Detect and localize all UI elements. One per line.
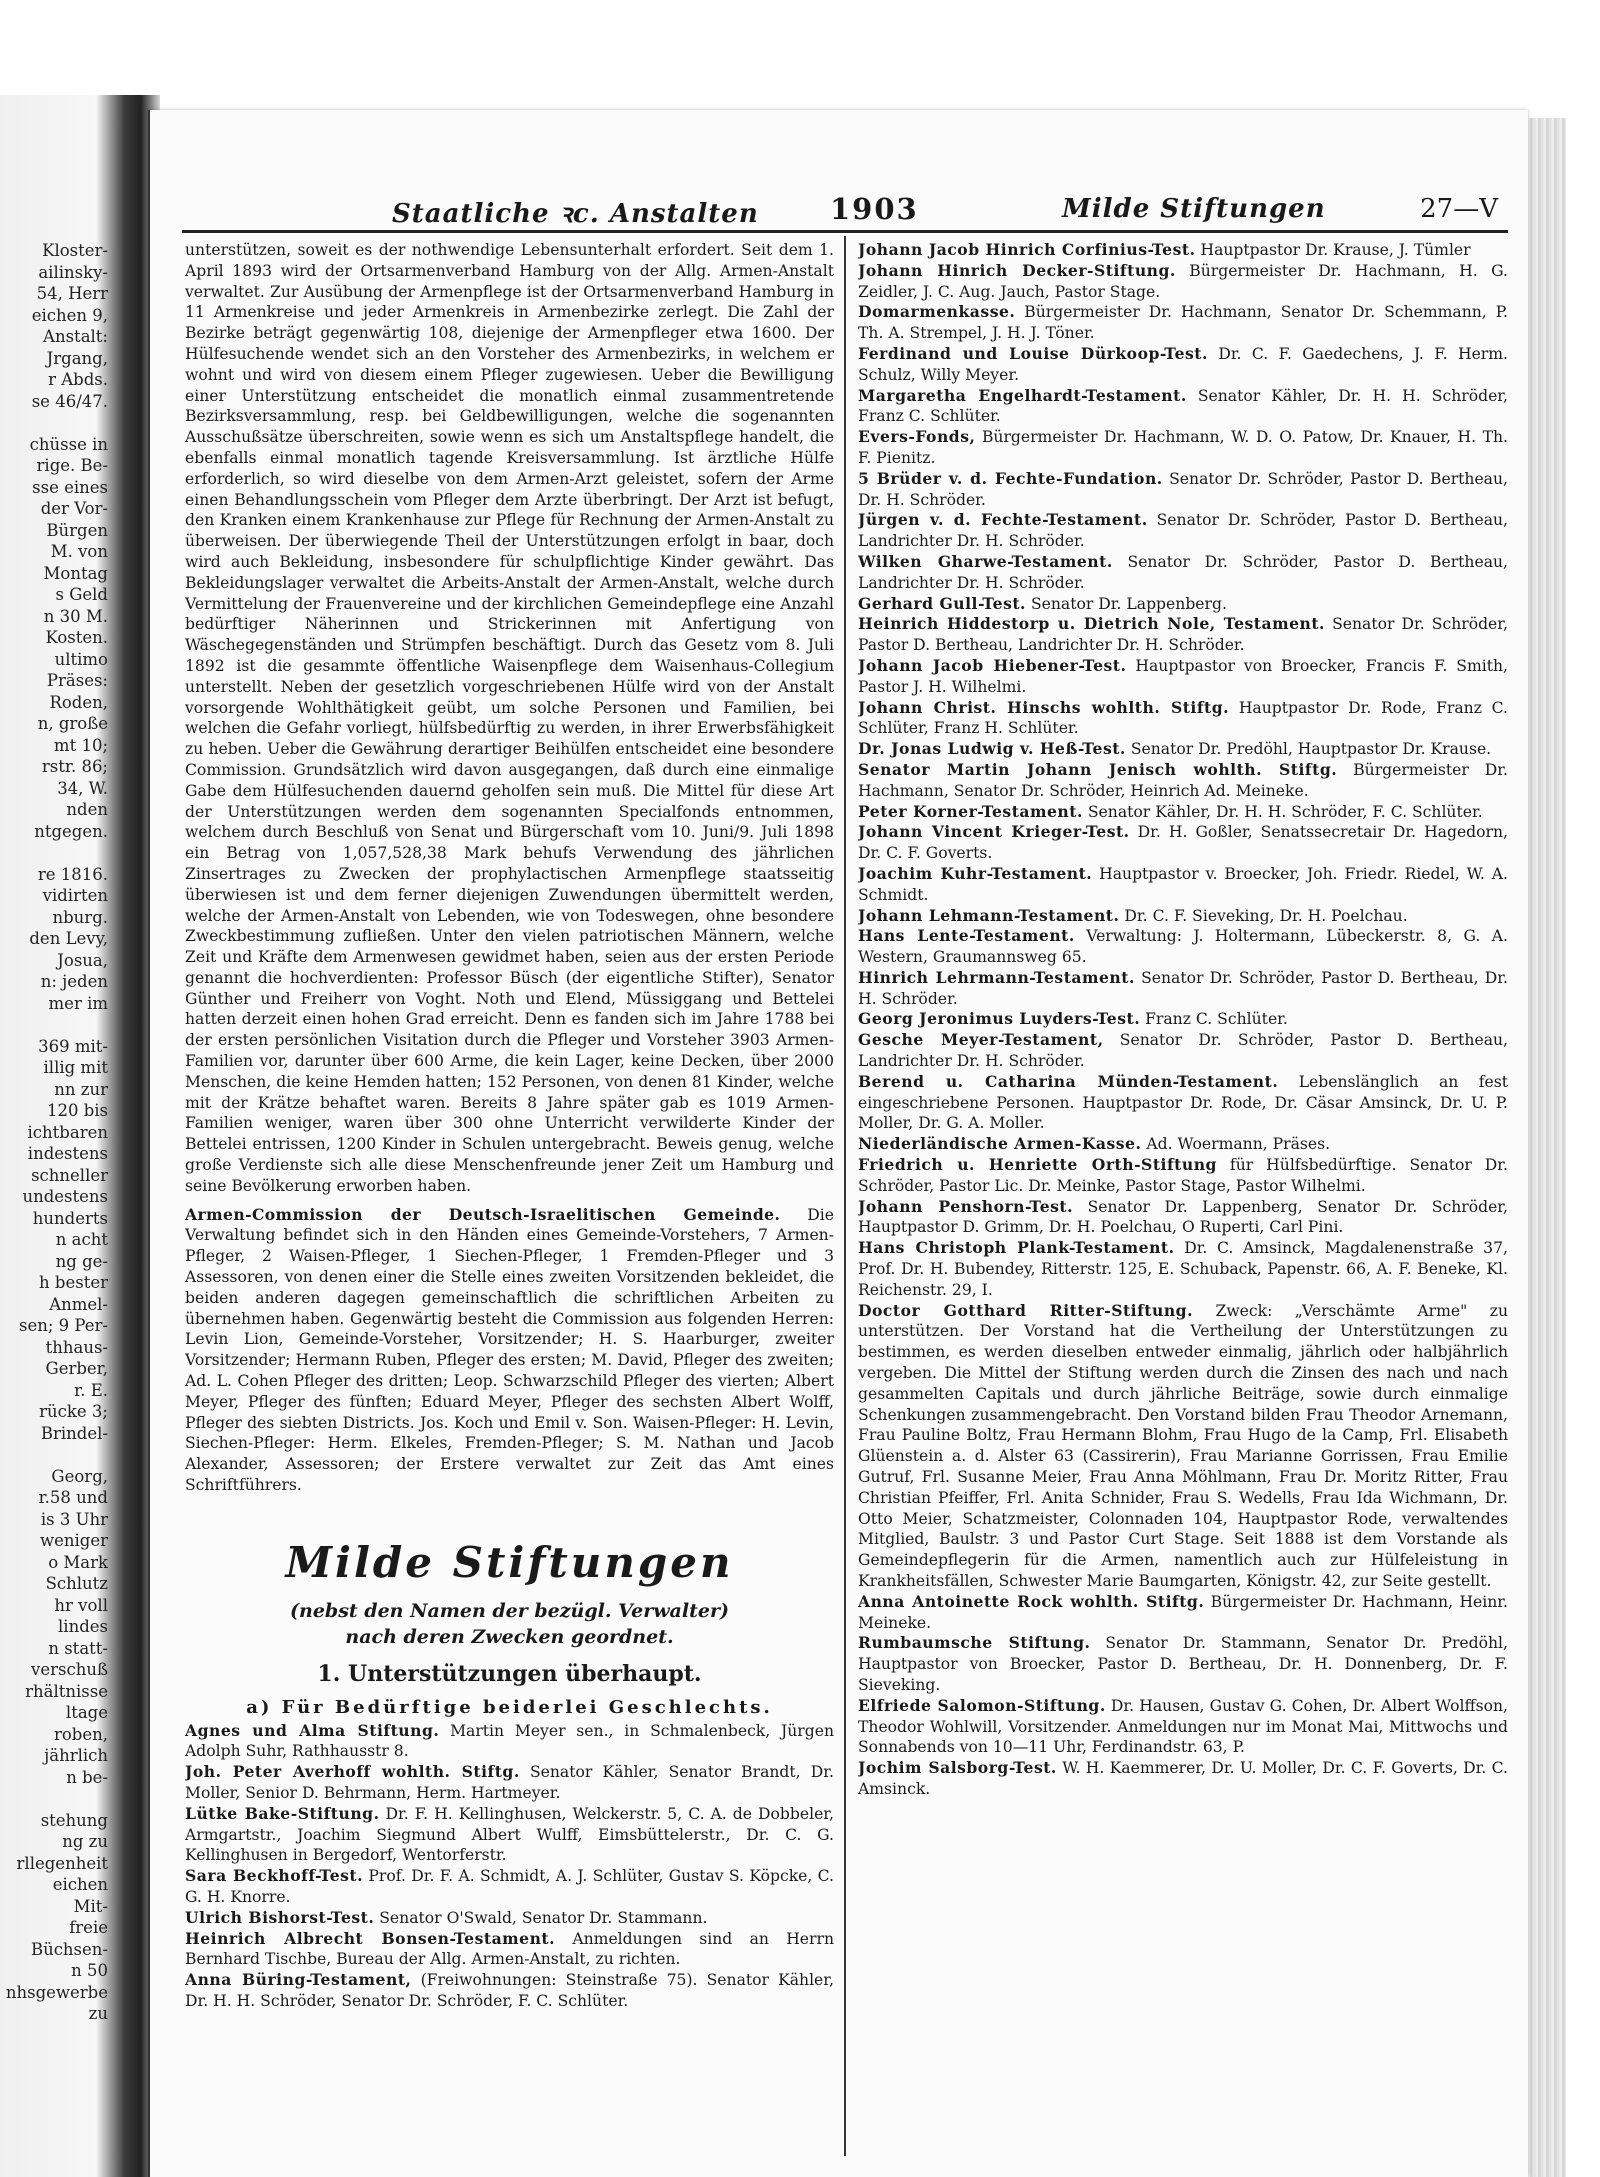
foundation-name: Heinrich Hiddestorp u. Dietrich Nole, Testament. — [858, 614, 1325, 634]
foundation-name: Friedrich u. Henriette Orth-Stiftung — [858, 1155, 1217, 1175]
foundation-entry — [858, 822, 1508, 864]
fragment-line: s Geld — [55, 585, 108, 604]
fragment-line: nn zur — [54, 1079, 108, 1099]
fragment-line: Brindel- — [40, 1423, 108, 1443]
foundation-entry — [858, 427, 1508, 469]
foundation-administrators: Franz C. Schlüter. — [1145, 1010, 1288, 1029]
foundation-entry — [185, 1866, 834, 1908]
subsection-heading: a) Für Bedürftige beiderlei Geschlechts. — [246, 1696, 773, 1718]
foundation-entry — [858, 656, 1508, 698]
fragment-line: Montag — [43, 563, 108, 583]
foundation-administrators: Senator Dr. Schröder, Pastor D. Bertheau, Dr. H. Schröder. — [858, 968, 1508, 1008]
foundation-entry — [858, 760, 1508, 802]
fragment-line: Präses: — [46, 671, 108, 690]
fragment-line: r. E. — [74, 1380, 108, 1400]
fragment-line: ng zu — [62, 1832, 108, 1851]
fragment-line: schneller — [31, 1165, 108, 1185]
left-column — [185, 240, 834, 2160]
page-edges — [1526, 118, 1566, 2177]
foundation-administrators: Dr. C. F. Gaedechens, J. F. Herm. Schulz, Willy Meyer. — [858, 344, 1508, 384]
fragment-line: Gerber, — [45, 1359, 108, 1378]
foundation-name: Agnes und Alma Stiftung. — [185, 1720, 440, 1740]
foundation-administrators: Prof. Dr. F. A. Schmidt, A. J. Schlüter, Gustav S. Köpcke, C. G. H. Knorre. — [185, 1867, 834, 1906]
foundation-administrators: Senator Kähler, Dr. H. H. Schröder, F. C. Schlüter. — [1087, 802, 1483, 821]
fragment-line: r.58 und — [38, 1488, 108, 1507]
fragment-line: re 1816. — [37, 864, 108, 884]
fragment-line: den Levy, — [29, 929, 108, 948]
foundation-administrators: (Freiwohnungen: Steinstraße 75). Senator Kähler, Dr. H. H. Schröder, Senator Dr. Schröder, F. C. Schlüter. — [185, 1971, 834, 2010]
foundation-name: Johann Christ. Hinschs wohlth. Stiftg. — [858, 697, 1230, 717]
foundation-administrators: Anmeldungen sind an Herrn Bernhard Tischbe, Bureau der Allg. Armen-Anstalt, zu richten. — [185, 1929, 834, 1969]
fragment-line: nburg. — [52, 907, 108, 927]
foundation-name: Lütke Bake-Stiftung. — [185, 1803, 380, 1823]
foundation-name: Evers-Fonds, — [858, 427, 976, 447]
foundation-administrators: Dr. C. F. Sieveking, Dr. H. Poelchau. — [1124, 906, 1408, 925]
foundation-entry — [185, 1929, 834, 1971]
foundation-name: Hans Lente-Testament. — [858, 926, 1075, 946]
foundation-administrators: Hauptpastor Dr. Krause, J. Tümler — [1200, 241, 1471, 259]
foundation-administrators: W. H. Kaemmerer, Dr. U. Moller, Dr. C. F. Goverts, Dr. C. Amsinck. — [858, 1759, 1508, 1798]
right-column — [858, 240, 1508, 2160]
foundation-entry — [858, 1633, 1508, 1695]
fragment-line: hr voll — [54, 1595, 108, 1615]
foundation-entry — [858, 510, 1508, 552]
foundation-administrators: Senator Kähler, Senator Brandt, Dr. Moller, Senior D. Behrmann, Herm. Hartmeyer. — [185, 1763, 834, 1802]
fragment-line: Mit- — [73, 1896, 108, 1916]
foundation-administrators: Senator Dr. Schröder, Pastor D. Bertheau, Landrichter Dr. H. Schröder. — [858, 552, 1508, 592]
fragment-line: verschuß — [31, 1660, 108, 1679]
fragment-line: is 3 Uhr — [40, 1509, 108, 1529]
fragment-line — [0, 842, 108, 864]
foundation-name: Joh. Peter Averhoff wohlth. Stiftg. — [185, 1762, 520, 1782]
foundation-name: Doctor Gotthard Ritter-Stiftung. — [858, 1300, 1194, 1320]
foundation-name: Joachim Kuhr-Testament. — [858, 863, 1093, 883]
foundation-name: Johann Penshorn-Test. — [858, 1196, 1074, 1216]
foundation-name: Anna Antoinette Rock wohlth. Stiftg. — [858, 1591, 1205, 1611]
foundation-name: Heinrich Albrecht Bonsen-Testament. — [185, 1928, 556, 1948]
fragment-line: sen; 9 Per- — [19, 1316, 108, 1335]
foundation-administrators: Senator Dr. Lappenberg, Senator Dr. Schröder, Hauptpastor D. Grimm, Dr. H. Poelchau, O Ruperti, Carl Pini. — [858, 1197, 1508, 1237]
fragment-line: der Vor- — [40, 499, 108, 518]
fragment-line — [0, 1444, 108, 1466]
fragment-line: 369 mit- — [38, 1036, 108, 1056]
foundation-entry — [185, 1804, 834, 1866]
fragment-line: ltage — [65, 1703, 108, 1722]
fragment-line: Büchsen- — [30, 1939, 108, 1959]
foundation-administrators: Bürgermeister Dr. Hachmann, Senator Dr. Schemmann, P. Th. A. Strempel, J. H. J. Töner. — [858, 303, 1508, 343]
fragment-line: Georg, — [51, 1466, 108, 1486]
foundation-entry — [185, 1721, 834, 1763]
fragment-line: se 46/47. — [31, 391, 108, 411]
foundation-administrators: Senator Dr. Schröder, Pastor D. Bertheau, Landrichter Dr. H. Schröder. — [858, 511, 1508, 551]
foundation-name: Rumbaumsche Stiftung. — [858, 1633, 1091, 1653]
fragment-line: ng ge- — [55, 1251, 108, 1271]
foundation-entry — [858, 1155, 1508, 1197]
commission-text: Die Verwaltung befindet sich in den Händen eines Gemeinde-Vorstehers, 7 Armen-Pfleger, 2 Waisen-Pfleger, 1 Siechen-Pfleger, 1 Fremden-Pfleger und 3 Assessoren, von denen einer die Stelle eines zweiten Vorsitzenden bekleidet, die beiden anderen dagegen gemeinschaftlich die schriftlichen Arbeiten zu übernehmen haben. Gegenwärtig besteht die Commission aus folgenden Herren: Levin Lion, Gemeinde-Vorsteher, Vorsitzender; H. S. Haarburger, zweiter Vorsitzender; Hermann Ruben, Pfleger des ersten; M. David, Pfleger des zweiten; Ad. L. Cohen Pfleger des dritten; Leop. Schwarzschild Pfleger des vierten; Albert Meyer, Pfleger des fünften; Eduard Meyer, Pfleger des sechsten Albert Wolff, Pfleger des siebten Districts. Jos. Koch und Emil v. Son. Waisen-Pfleger: H. Levin, Siechen-Pfleger: Herm. Elkeles, Fremden-Pfleger; S. M. Nathan und Jacob Alexander, Assessoren; der Erstere verwaltet zur Zeit das Amt eines Schriftführers. — [185, 1205, 834, 1495]
foundation-administrators: Zweck: „Verschämte Arme" zu unterstützen. Der Vorstand hat die Vertheilung der Unterstützungen zu bestimmen, es werden dieselben entweder einmalig, jährlich oder halbjährlich vergeben. Die Mittel der Stiftung werden durch die Zinsen des nach und nach gesammelten Capitals und durch jährliche Beiträge, sowie durch einmalige Schenkungen zusammengebracht. Den Vorstand bilden Frau Theodor Arnemann, Frau Pauline Boltz, Frau Hermann Blohm, Frau Hugo de la Camp, Frl. Elisabeth Glüenstein a. d. Alster 63 (Cassirerin), Frau Marianne Gorrissen, Frau Emilie Gutruf, Frl. Susanne Meier, Frau Anna Möhlmann, Frau Dr. Moritz Ritter, Frau Christian Pfeiffer, Frl. Anita Schnider, Frau S. Wedells, Frau Ida Wichmann, Dr. Otto Meier, Schatzmeister, Colonnaden 104, Hauptpastor Rode, verwaltendes Mitglied, Baulstr. 3 und Pastor Curt Stage. Seit 1888 ist dem Vorstande als Gemeindepflegerin für die Armen, namentlich auch zur Hülfeleistung in Krankheitsfällen, Schwester Marie Baumgarten, Königstr. 42, zur Seite gestellt. — [858, 1301, 1508, 1590]
fragment-line: indestens — [27, 1144, 108, 1163]
fragment-line: lindes — [58, 1617, 108, 1636]
foundation-administrators: Dr. C. Amsinck, Magdalenenstraße 37, Prof. Dr. H. Bubendey, Ritterstr. 125, E. Schuback, Papenstr. 66, A. F. Beneke, Kl. Reichenstr. 29, I. — [858, 1239, 1508, 1299]
foundation-entry — [858, 344, 1508, 386]
foundation-entry — [185, 1970, 834, 2012]
fragment-line: ichtbaren — [27, 1122, 108, 1142]
fragment-line: 120 bis — [46, 1101, 108, 1120]
foundation-administrators: Dr. Hausen, Gustav G. Cohen, Dr. Albert Wolffson, Theodor Wohlwill, Vorsitzender. Anmeldungen nur im Monat Mai, Mittwochs und Sonnabends von 10—11 Uhr, Ferdinandstr. 63, P. — [858, 1696, 1508, 1757]
fragment-line: freie — [69, 1918, 108, 1937]
foundation-name: Jochim Salsborg-Test. — [858, 1758, 1057, 1778]
fragment-line: rhältnisse — [25, 1681, 108, 1701]
fragment-line: mt 10; — [53, 735, 108, 755]
foundation-name: Anna Büring-Testament, — [185, 1970, 412, 1990]
foundation-name: Peter Korner-Testament. — [858, 801, 1083, 821]
fragment-line: jährlich — [44, 1746, 108, 1765]
fragment-line: n acht — [55, 1230, 108, 1249]
section-subtitle-1: (nebst den Namen der bezügl. Verwalter) — [290, 1599, 729, 1622]
foundation-entry — [858, 1030, 1508, 1072]
section-heading: 1. Unterstützungen überhaupt. — [317, 1660, 702, 1687]
fragment-line: sse eines — [32, 477, 108, 497]
foundation-entry — [858, 1197, 1508, 1239]
foundation-administrators: Senator Dr. Stammann, Senator Dr. Predöhl, Hauptpastor von Broecker, Pastor D. Bertheau, Dr. H. Donnenberg, Dr. F. Sieveking. — [858, 1634, 1508, 1694]
foundation-entry — [858, 1301, 1508, 1592]
foundation-name: Domarmenkasse. — [858, 302, 1016, 322]
foundation-administrators: Hauptpastor v. Broecker, Joh. Friedr. Riedel, W. A. Schmidt. — [858, 864, 1508, 904]
fragment-line: Bürgen — [46, 520, 108, 540]
fragment-line: n statt- — [48, 1638, 108, 1658]
header-year: 1903 — [830, 192, 919, 226]
foundation-administrators: Ad. Woermann, Präses. — [1146, 1135, 1331, 1154]
foundation-name: Elfriede Salomon-Stiftung. — [858, 1695, 1106, 1715]
foundation-name: Johann Lehmann-Testament. — [858, 905, 1120, 925]
foundation-administrators: Verwaltung: J. Holtermann, Lübeckerstr. 8, G. A. Western, Graumannsweg 65. — [858, 927, 1508, 967]
fragment-line: weniger — [39, 1531, 108, 1550]
foundation-entry — [858, 739, 1508, 760]
foundation-entry — [858, 802, 1508, 823]
foundation-name: Johann Jacob Hinrich Corfinius-Test. — [858, 240, 1196, 259]
foundation-administrators: Senator Kähler, Dr. H. H. Schröder, Franz C. Schlüter. — [858, 386, 1508, 426]
page-number: 27—V — [1420, 194, 1498, 224]
fragment-line: zu — [88, 2004, 108, 2020]
foundation-entry — [858, 864, 1508, 906]
fragment-line: eichen — [52, 1875, 108, 1894]
foundation-entry — [858, 261, 1508, 303]
foundation-administrators: Senator Dr. Predöhl, Hauptpastor Dr. Krause. — [1130, 740, 1492, 759]
foundation-entry — [858, 240, 1508, 261]
fragment-line: n 50 — [71, 1961, 108, 1980]
fragment-line: Jrgang, — [46, 348, 108, 368]
foundation-administrators: Dr. F. H. Kellinghusen, Welckerstr. 5, C. A. de Dobbeler, Armgartstr., Joachim Siegmund Albert Wulff, Eimsbüttelerstr., Dr. C. G. Kellinghusen in Bergedorf, Wentorferstr. — [185, 1804, 834, 1865]
foundation-name: Senator Martin Johann Jenisch wohlth. Stiftg. — [858, 759, 1338, 779]
foundation-administrators: Senator O'Swald, Senator Dr. Stammann. — [379, 1908, 708, 1927]
intro-paragraph: unterstützen, soweit es der nothwendige Lebensunterhalt erfordert. Seit dem 1. April 1893 wird der Ortsarmenverband Hamburg von der Allg. Armen-Anstalt verwaltet. Zur Ausübung der Armenpflege ist der Ortsarmenverband Hamburg in 11 Armenkreise und jeder Armenkreis in Armenbezirke zerlegt. Die Zahl der Bezirke beträgt gegenwärtig 108, diejenige der Armenpfleger etwa 1600. Der Hülfesuchende wendet sich an den Vorsteher des Armenbezirks, in welchem er wohnt und wird von diesem einem Pfleger zugewiesen. Ueber die Bewilligung einer Unterstützung entscheidet die monatlich einmal zusammentretende Bezirksversammlung, resp. bei Geldbewilligungen, welche die sogenannten Ausschußsätze überschreiten, sowie wenn es sich um Anstaltspflege handelt, die ebenfalls einmal monatlich tagende Kreisversammlung. Ist ärztliche Hülfe erforderlich, so wird dieselbe von dem Armen-Arzt geleistet, sofern der Arme einen Behandlungsschein vom Pfleger dem Arzte überbringt. Der Arzt ist befugt, den Kranken einem Krankenhause zur Pflege für Rechnung der Armen-Anstalt zu überweisen. Der überwiegende Theil der Unterstützungen erfolgt in baar, doch wird auch Bekleidung, insbesondere für schulpflichtige Kinder gewährt. Das Bekleidungslager verwaltet die Arbeits-Anstalt der Armen-Anstalt, welche durch Vermittelung der Frauenvereine und der kirchlichen Gemeindepflege eine Anzahl bedürftiger Näherinnen und Strickerinnen mit Anfertigung von Wäschegegenständen und Strümpfen beschäftigt. Durch das Gesetz vom 8. Juli 1892 ist die gesammte öffentliche Waisenpflege dem Waisenhaus-Collegium unterstellt. Neben der gesetzlich vorgeschriebenen Hülfe wird von der Anstalt vorsorgende Wohlthätigkeit geübt, um solche Personen und Familien, bei welchen die Gefahr vorliegt, hülfsbedürftig zu werden, in ihrer Erwerbsfähigkeit zu heben. Ueber die Gewährung derartiger Beihülfen entscheidet eine besondere Commission. Grundsätzlich wird davon ausgegangen, daß durch eine einmalige Gabe dem Hülfesuchenden dauernd geholfen sein muß. Die Mittel für diese Art der Unterstützungen werden dem sogenannten Specialfonds entnommen, welchem durch Beschluß von Senat und Bürgerschaft vom 10. Juni/9. Juli 1898 ein Betrag von 1,057,528,38 Mark behufs Verwendung des jährlichen Zinsertrages zu Zwecken der prophylactischen Armenpflege staatsseitig überwiesen ist und dem ferner diejenigen Zuwendungen übermittelt werden, welche der Armen-Anstalt von Lebenden, wie von Todeswegen, ohne besondere Zweckbestimmung zufließen. Unter den vielen patriotischen Männern, welche Zeit und Kräfte dem Armenwesen gewidmet haben, seien aus der ersten Periode genannt die hochverdienten: Professor Büsch (der eigentliche Stifter), Senator Günther und Freiherr von Voght. Noth und Elend, Müssiggang und Bettelei hatten derzeit einen hohen Grad erreicht. Denn es fanden sich im Jahre 1788 bei der ersten persönlichen Visitation durch die Pfleger und Vorsteher 3903 Armen-Familien vor, darunter über 600 Arme, die kein Lager, keine Decken, über 2000 Menschen, die keine Hemden hatten; 152 Personen, von denen 81 Kinder, welche mit der Krätze behaftet waren. Bereits 8 Jahre später gab es 1019 Armen-Familien weniger, waren über 300 ohne Unterricht verwilderte Kinder der Bettelei entrissen, 1200 Kinder in Schulen untergebracht. Beweis genug, welche große Verdienste sich alle diese Menschenfreunde jener Zeit um Hamburg und seine Bevölkerung erworben haben. — [185, 241, 834, 1195]
fragment-line: eichen 9, — [31, 305, 108, 325]
foundation-entry — [858, 302, 1508, 344]
foundation-entry — [858, 594, 1508, 615]
foundation-entry — [858, 698, 1508, 740]
commission-paragraph — [185, 1205, 834, 1496]
previous-page-fragment — [0, 240, 108, 2020]
fragment-line: n be- — [66, 1767, 108, 1787]
fragment-line: 34, W. — [57, 778, 108, 798]
foundation-entry — [858, 552, 1508, 594]
section-main-title: Milde Stiftungen — [285, 1537, 734, 1587]
foundation-entry — [858, 614, 1508, 656]
fragment-line: Kloster- — [42, 241, 108, 260]
foundation-name: Niederländische Armen-Kasse. — [858, 1134, 1142, 1154]
foundation-name: Johann Jacob Hiebener-Test. — [858, 655, 1127, 675]
commission-title: Armen-Commission der Deutsch-Israelitischen Gemeinde. — [185, 1204, 781, 1224]
foundation-name: Wilken Gharwe-Testament. — [858, 551, 1113, 571]
foundation-administrators: Martin Meyer sen., in Schmalenbeck, Jürgen Adolph Suhr, Rathhausstr 8. — [185, 1721, 834, 1761]
fragment-line — [0, 1014, 108, 1036]
foundation-name: Ferdinand und Louise Dürkoop-Test. — [858, 343, 1208, 363]
foundation-name: Johann Vincent Krieger-Test. — [858, 822, 1130, 842]
foundation-name: Margaretha Engelhardt-Testament. — [858, 385, 1187, 405]
foundation-entry — [858, 386, 1508, 428]
fragment-line: h bester — [39, 1273, 108, 1292]
foundation-administrators: Senator Dr. Schröder, Pastor D. Bertheau, Landrichter Dr. H. Schröder. — [858, 615, 1508, 655]
foundation-name: Johann Hinrich Decker-Stiftung. — [858, 260, 1176, 280]
foundation-administrators: Lebenslänglich an fest eingeschriebene Personen. Hauptpastor Dr. Rode, Dr. Cäsar Amsinck, Dr. U. P. Moller, Dr. G. A. Moller. — [858, 1072, 1508, 1133]
fragment-line: rstr. 86; — [41, 757, 108, 776]
foundation-name: Dr. Jonas Ludwig v. Heß-Test. — [858, 739, 1126, 759]
foundation-name: Jürgen v. d. Fechte-Testament. — [858, 510, 1148, 530]
fragment-line: n 30 M. — [43, 606, 108, 626]
fragment-line: roben, — [53, 1724, 108, 1744]
foundation-entry — [858, 469, 1508, 511]
fragment-line: mer im — [48, 993, 108, 1013]
running-header — [182, 192, 1508, 233]
fragment-line: nhsgewerbe — [5, 1982, 108, 2002]
foundation-administrators: Bürgermeister Dr. Hachmann, W. D. O. Patow, Dr. Knauer, H. Th. F. Pienitz. — [858, 428, 1508, 467]
foundation-administrators: Hauptpastor von Broecker, Francis F. Smith, Pastor J. H. Wilhelmi. — [858, 656, 1508, 696]
foundation-name: Hans Christoph Plank-Testament. — [858, 1238, 1175, 1258]
foundation-administrators: für Hülfsbedürftige. Senator Dr. Schröder, Pastor Lic. Dr. Meinke, Pastor Stage, Pastor Wilhelmi. — [858, 1156, 1508, 1195]
foundation-entry — [185, 1762, 834, 1804]
fragment-line: r Abds. — [48, 370, 108, 389]
foundation-name: Sara Beckhoff-Test. — [185, 1866, 364, 1886]
foundation-entry — [858, 1238, 1508, 1300]
foundation-administrators: Senator Dr. Lappenberg. — [1030, 594, 1227, 613]
foundation-administrators: Senator Dr. Schröder, Pastor D. Bertheau, Dr. H. Schröder. — [858, 469, 1508, 509]
fragment-line: stehung — [40, 1810, 108, 1830]
foundation-entry — [858, 1592, 1508, 1634]
foundation-entry — [858, 1134, 1508, 1155]
foundation-entry — [858, 1758, 1508, 1800]
foundation-name: Berend u. Catharina Münden-Testament. — [858, 1071, 1279, 1091]
fragment-line: n, große — [37, 714, 108, 733]
foundation-name: Gesche Meyer-Testament, — [858, 1030, 1104, 1050]
foundation-entry — [858, 1696, 1508, 1758]
foundation-name: 5 Brüder v. d. Fechte-Fundation. — [858, 468, 1163, 488]
fragment-line: Anstalt: — [43, 327, 108, 346]
foundation-entry — [858, 968, 1508, 1010]
foundation-name: Gerhard Gull-Test. — [858, 593, 1026, 613]
foundation-administrators: Senator Dr. Schröder, Pastor D. Bertheau, Landrichter Dr. H. Schröder. — [858, 1031, 1508, 1071]
left-entry-list — [185, 1721, 834, 2012]
fragment-line — [0, 1788, 108, 1810]
section-subtitle-2: nach deren Zwecken geordnet. — [345, 1625, 674, 1648]
fragment-line: hunderts — [32, 1208, 108, 1228]
header-right: Milde Stiftungen — [1062, 194, 1326, 224]
fragment-line: ntgegen. — [34, 821, 108, 841]
fragment-line: nden — [66, 800, 108, 819]
fragment-line: chüsse in — [29, 434, 108, 454]
foundation-entry — [858, 906, 1508, 927]
fragment-line: Josua, — [57, 950, 108, 970]
fragment-line — [0, 412, 108, 434]
fragment-line: ailinsky- — [38, 262, 108, 282]
fragment-line: Schlutz — [45, 1574, 108, 1593]
fragment-line: vidirten — [42, 886, 108, 905]
foundation-name: Hinrich Lehrmann-Testament. — [858, 967, 1135, 987]
foundation-name: Georg Jeronimus Luyders-Test. — [858, 1009, 1141, 1029]
fragment-line: undestens — [22, 1187, 108, 1206]
fragment-line: thhaus- — [45, 1337, 108, 1357]
column-divider — [844, 236, 846, 2156]
fragment-line: illig mit — [43, 1058, 108, 1077]
foundation-administrators: Bürgermeister Dr. Hachmann, Senator Dr. Schröder, Heinrich Ad. Meineke. — [858, 760, 1508, 800]
foundation-administrators: Bürgermeister Dr. Hachmann, Heinr. Meineke. — [858, 1592, 1508, 1632]
right-entry-list — [858, 240, 1508, 1800]
fragment-line: ultimo — [54, 649, 108, 669]
fragment-line: n: jeden — [40, 972, 108, 991]
foundation-entry — [858, 1072, 1508, 1134]
fragment-line: 54, Herr — [36, 284, 108, 303]
header-left: Staatliche ꝛc. Anstalten — [392, 199, 759, 229]
fragment-line: rllegenheit — [16, 1853, 108, 1873]
fragment-line: M. von — [50, 542, 108, 561]
foundation-entry — [185, 1908, 834, 1929]
fragment-line: Roden, — [49, 692, 108, 712]
foundation-administrators: Bürgermeister Dr. Hachmann, H. G. Zeidler, J. C. Aug. Jauch, Pastor Stage. — [858, 261, 1508, 301]
foundation-administrators: Hauptpastor Dr. Rode, Franz C. Schlüter, Franz H. Schlüter. — [858, 698, 1508, 738]
foundation-name: Ulrich Bishorst-Test. — [185, 1907, 375, 1927]
fragment-line: rige. Be- — [36, 456, 108, 475]
foundation-entry — [858, 926, 1508, 968]
book-page — [148, 110, 1528, 2177]
fragment-line: o Mark — [48, 1552, 108, 1572]
foundation-administrators: Dr. H. Goßler, Senatssecretair Dr. Hagedorn, Dr. C. F. Goverts. — [858, 823, 1508, 863]
fragment-line: Kosten. — [45, 628, 108, 647]
foundation-entry — [858, 1009, 1508, 1030]
fragment-line: rücke 3; — [39, 1402, 108, 1421]
fragment-line: Anmel- — [49, 1294, 108, 1314]
